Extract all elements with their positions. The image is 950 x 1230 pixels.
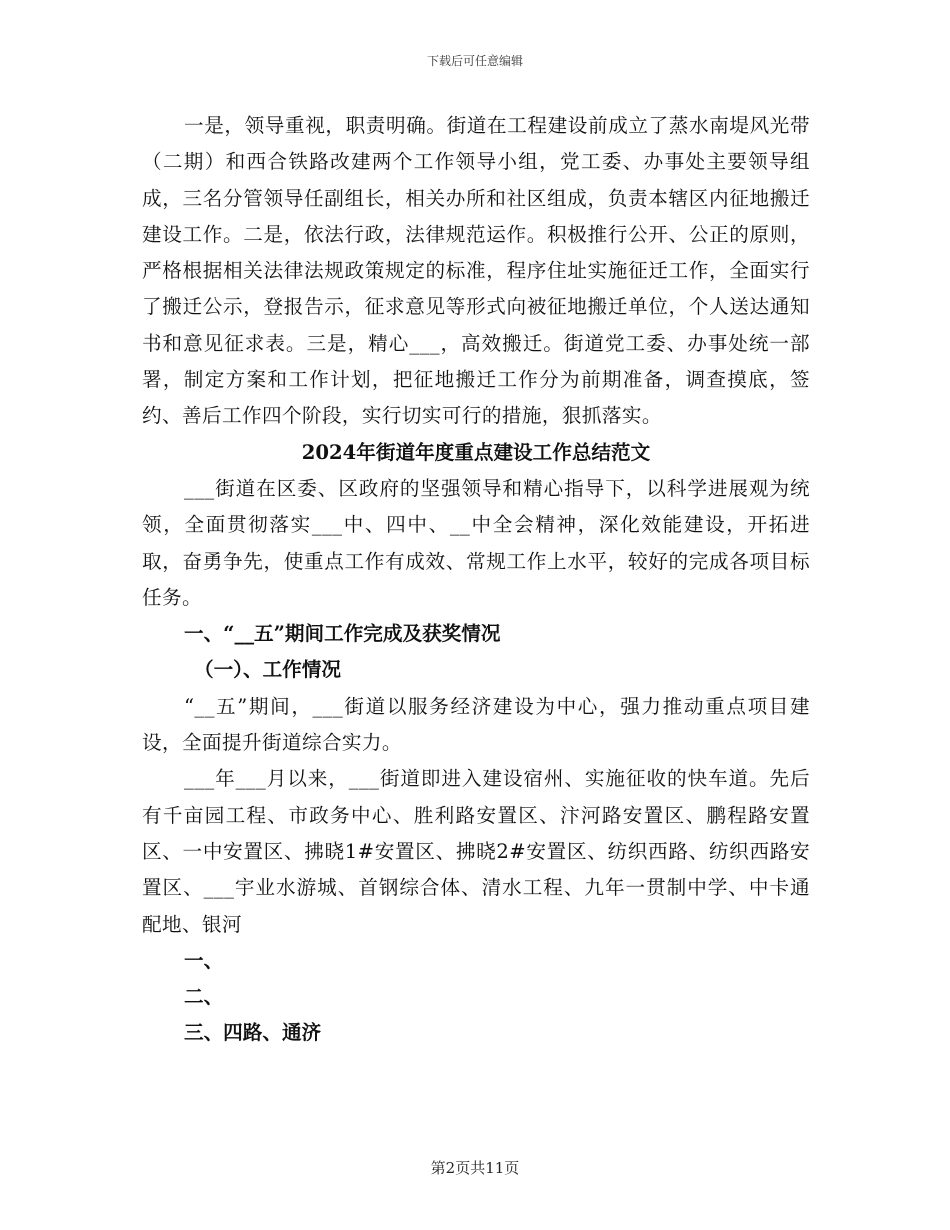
page-header: 下载后可任意编辑 (426, 54, 523, 68)
subsection-heading-1: （一）、工作情况 (194, 658, 341, 682)
document-body (142, 108, 810, 1052)
section-heading-1: 一、“__五”期间工作完成及获奖情况 (184, 622, 501, 646)
document-title: 2024年街道年度重点建设工作总结范文 (301, 440, 651, 464)
paragraph-3: “__五”期间，___街道以服务经济建设为中心，强力推动重点项目建设，全面提升街道综合实力。 (142, 694, 810, 755)
page-footer: 第2页共11页 (430, 1159, 520, 1177)
paragraph-1: 一是，领导重视，职责明确。街道在工程建设前成立了蒸水南堤风光带（二期）和西合铁路改建两个工作领导小组，党工委、办事处主要领导组成，三名分管领导任副组长，相关办所和社区组成，负责本辖区内征地搬迁建设工作。二是，依法行政，法律规范运作。积极推行公开、公正的原则，严格根据相关法律法规政策规定的标准，程序住址实施征迁工作，全面实行了搬迁公示，登报告示，征求意见等形式向被征地搬迁单位，个人送达通知书和意见征求表。三是，精心___，高效搬迁。街道党工委、办事处统一部署，制定方案和工作计划，把征地搬迁工作分为前期准备，调查摸底，签约、善后工作四个阶段，实行切实可行的措施，狠抓落实。 (142, 114, 810, 428)
paragraph-4: ___年___月以来，___街道即进入建设宿州、实施征收的快车道。先后有千亩园工程、市政务中心、胜利路安置区、汴河路安置区、鹏程路安置区、一中安置区、拂晓1#安置区、拂晓2#安置区、纺织西路、纺织西路安置区、___宇业水游城、首钢综合体、清水工程、九年一贯制中学、中卡通配地、银河 (142, 767, 810, 936)
list-item-3: 三、四路、通济 (184, 1021, 322, 1045)
paragraph-2: ___街道在区委、区政府的坚强领导和精心指导下，以科学进展观为统领，全面贯彻落实___中、四中、__中全会精神，深化效能建设，开拓进取，奋勇争先，使重点工作有成效、常规工作上水平，较好的完成各项目标任务。 (142, 476, 810, 609)
list-item-2: 二、 (184, 985, 224, 1009)
list-item-1: 一、 (184, 948, 224, 972)
